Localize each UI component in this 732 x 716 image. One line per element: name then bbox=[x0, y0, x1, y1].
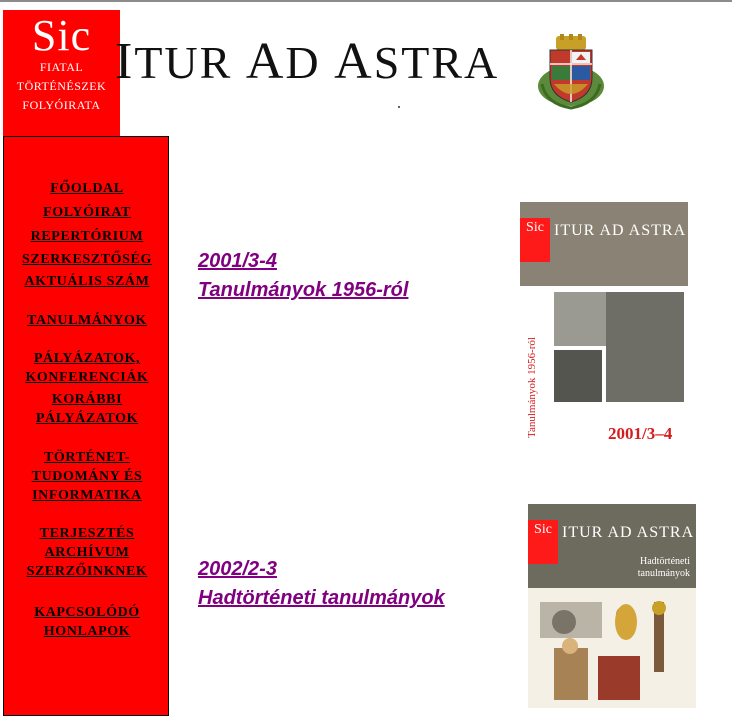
cover-2001-3-4[interactable] bbox=[520, 202, 688, 450]
issue-2-title-link[interactable]: Hadtörténeti tanulmányok bbox=[198, 587, 445, 609]
logo-line-3: FOLYÓIRATA bbox=[22, 98, 101, 112]
logo-line-1: FIATAL bbox=[39, 60, 84, 74]
logo-line-2: TÖRTÉNÉSZEK bbox=[16, 79, 107, 93]
title-astra-cap: A bbox=[334, 33, 374, 90]
title-astra: STRA bbox=[373, 37, 500, 88]
cover-1-spine: Tanulmányok 1956-ról bbox=[526, 337, 538, 438]
title-ad-cap: A bbox=[245, 33, 286, 90]
cover-1-photo-flag bbox=[606, 292, 684, 402]
issue-2-number-link[interactable]: 2002/2-3 bbox=[198, 558, 277, 580]
cover-1-number: 2001/3–4 bbox=[608, 424, 673, 443]
nav-related-sites[interactable]: HONLAPOK bbox=[43, 624, 131, 639]
cover-1-sic: Sic bbox=[520, 218, 550, 262]
sidebar-nav bbox=[3, 136, 169, 716]
cover-2-subtitle bbox=[624, 556, 690, 580]
cover-2-subtitle-2: tanulmányok bbox=[637, 568, 690, 579]
nav-home[interactable]: FŐOLDAL bbox=[50, 181, 124, 196]
nav-tenders-1[interactable]: PÁLYÁZATOK, bbox=[33, 351, 141, 366]
coat-of-arms-icon bbox=[536, 34, 606, 110]
nav-journal[interactable]: FOLYÓIRAT bbox=[43, 205, 131, 220]
nav-distribution[interactable]: TERJESZTÉS bbox=[39, 526, 135, 541]
cover-2-illustration bbox=[534, 596, 690, 708]
site-logo[interactable] bbox=[3, 10, 120, 137]
cover-2-title: ITUR AD ASTRA bbox=[562, 524, 695, 541]
nav-archive[interactable]: ARCHÍVUM bbox=[44, 545, 130, 560]
nav-conferences[interactable]: KONFERENCIÁK bbox=[25, 370, 149, 385]
nav-studies[interactable]: TANULMÁNYOK bbox=[27, 313, 147, 328]
cover-1-photo-crowd bbox=[554, 350, 602, 402]
nav-history[interactable]: TÖRTÉNET- bbox=[43, 450, 131, 465]
masthead-title bbox=[115, 33, 500, 90]
cover-2002-2-3[interactable] bbox=[528, 504, 696, 708]
nav-editorial[interactable]: SZERKESZTŐSÉG bbox=[22, 252, 152, 267]
title-ad: D bbox=[285, 37, 321, 88]
logo-sic-text: Sic bbox=[31, 11, 92, 60]
cover-2-sic: Sic bbox=[528, 520, 558, 564]
cover-2-subtitle-1: Hadtörténeti bbox=[640, 556, 690, 567]
nav-previous[interactable]: KORÁBBI bbox=[51, 392, 123, 407]
stray-dot bbox=[398, 106, 400, 108]
issue-1-number-link[interactable]: 2001/3-4 bbox=[198, 250, 277, 272]
nav-previous-tenders[interactable]: PÁLYÁZATOK bbox=[35, 411, 139, 426]
nav-informatics[interactable]: INFORMATIKA bbox=[32, 488, 142, 503]
title-tur: TUR bbox=[134, 37, 233, 88]
nav-repertory[interactable]: REPERTÓRIUM bbox=[30, 229, 144, 244]
nav-related[interactable]: KAPCSOLÓDÓ bbox=[34, 605, 140, 620]
nav-for-authors[interactable]: SZERZŐINKNEK bbox=[26, 564, 148, 579]
top-rule bbox=[0, 0, 732, 2]
cover-1-title: ITUR AD ASTRA bbox=[554, 222, 687, 239]
nav-current-issue[interactable]: AKTUÁLIS SZÁM bbox=[24, 274, 150, 289]
title-i: I bbox=[115, 33, 135, 90]
issue-1-title-link[interactable]: Tanulmányok 1956-ról bbox=[198, 279, 409, 301]
nav-science-and[interactable]: TUDOMÁNY ÉS bbox=[31, 469, 143, 484]
